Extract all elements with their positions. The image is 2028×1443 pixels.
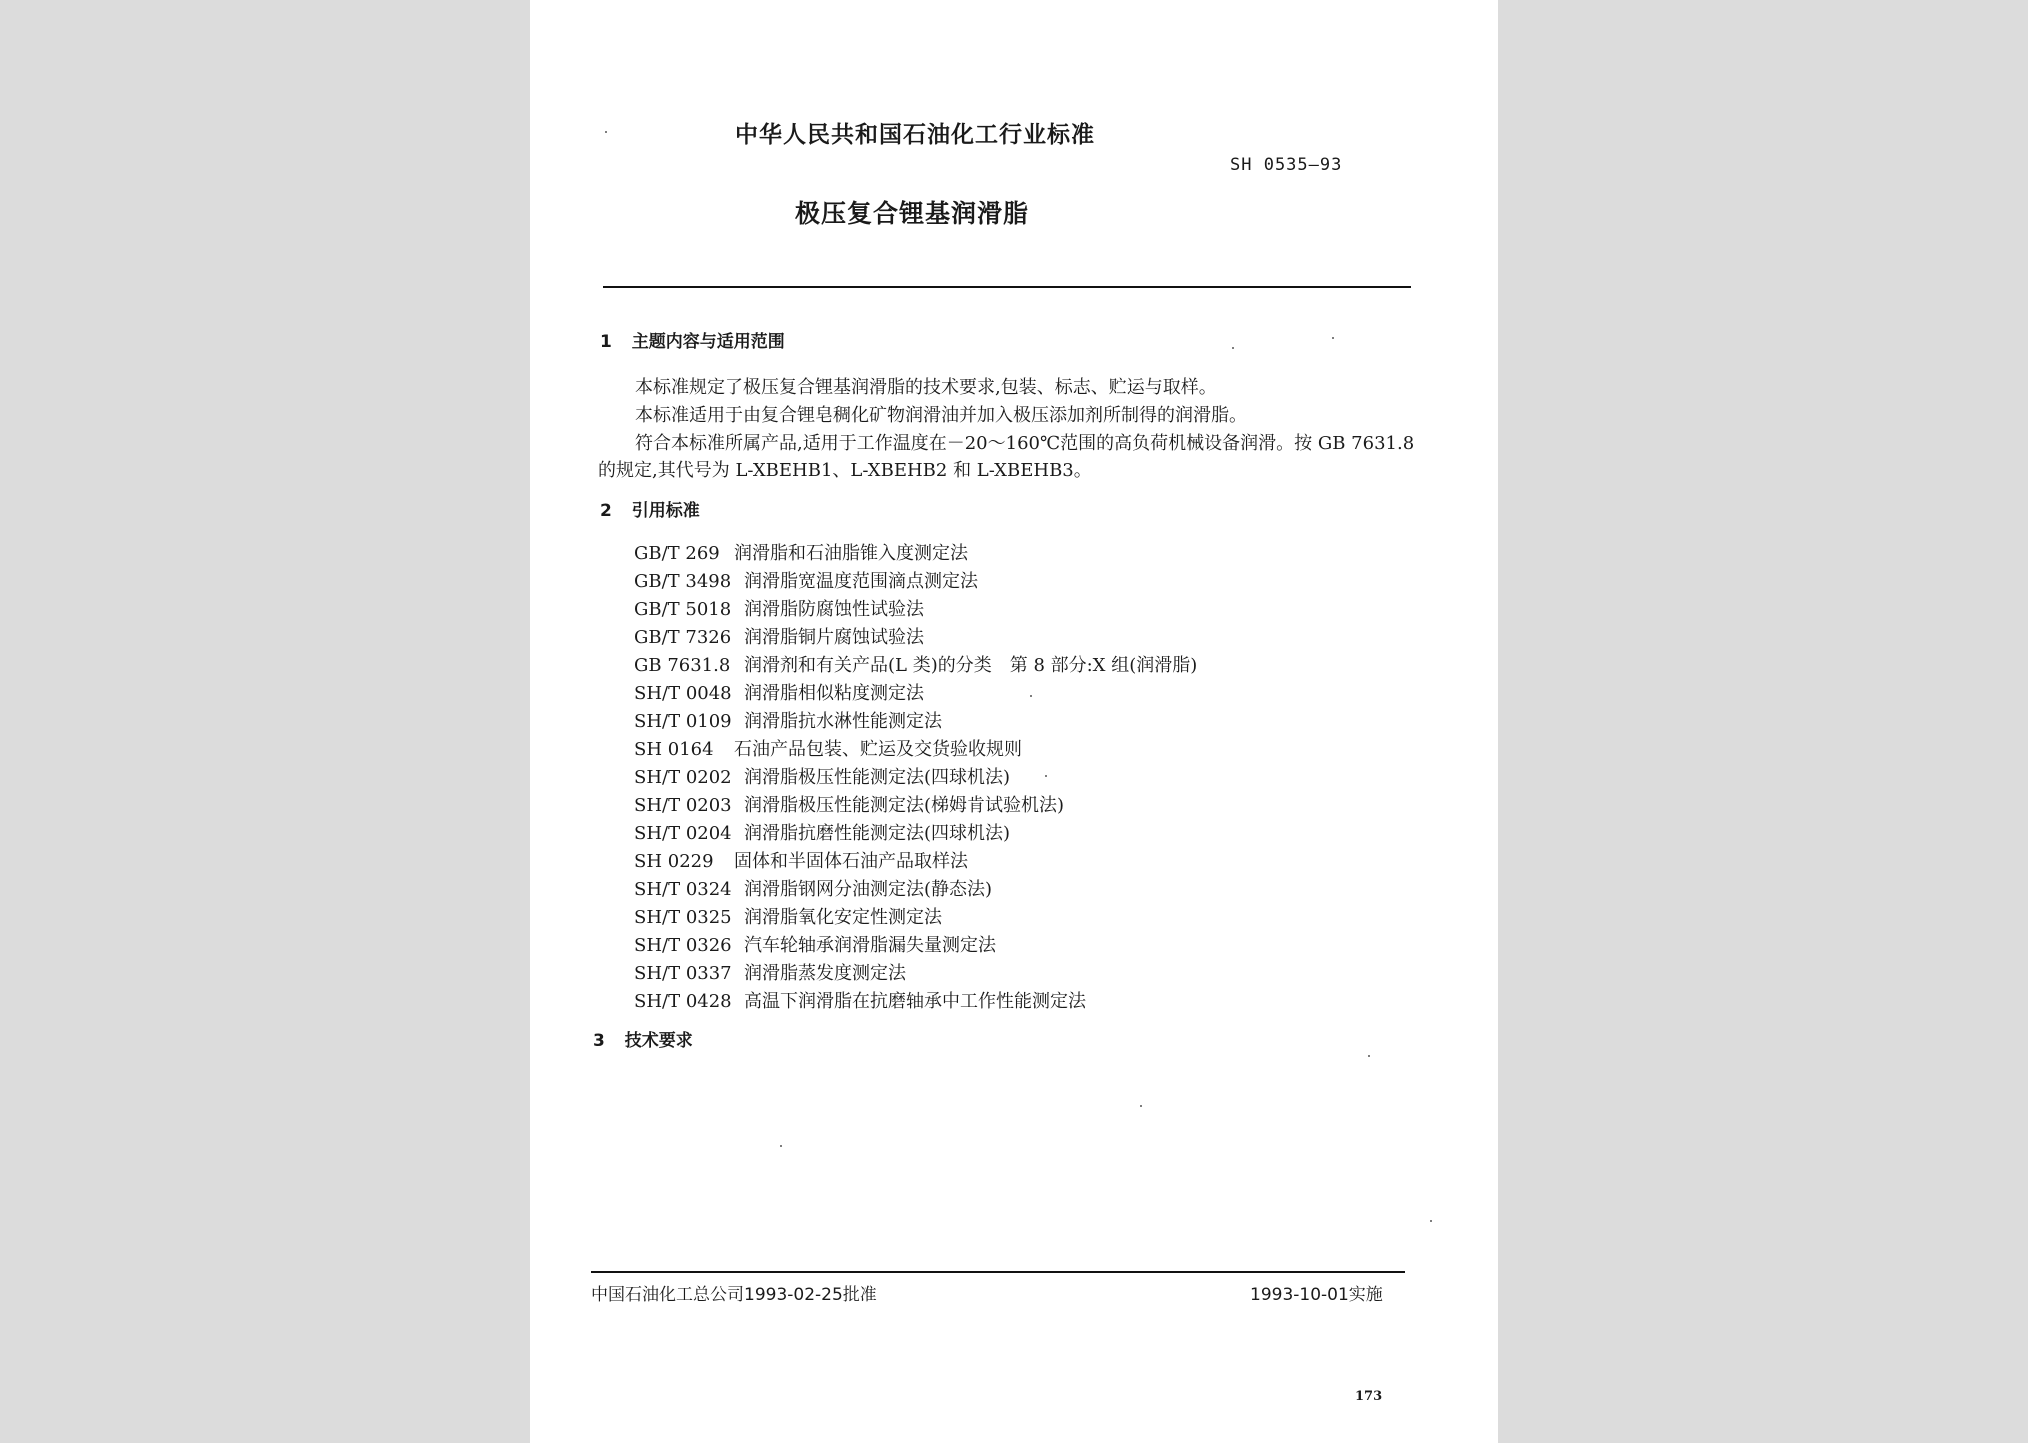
section-title: 主题内容与适用范围: [631, 332, 785, 352]
reference-item: [634, 819, 1010, 845]
reference-item: [634, 987, 1086, 1013]
reference-item: [634, 567, 978, 593]
section-3-heading: [593, 1026, 693, 1051]
footer-rule: [591, 1271, 1405, 1273]
standard-number: SH 0535—93: [1230, 155, 1343, 175]
reference-item: [634, 539, 968, 565]
reference-title: 润滑脂钢网分油测定法(静态法): [744, 879, 993, 900]
reference-title: 润滑脂防腐蚀性试验法: [744, 599, 924, 620]
reference-title: 润滑脂极压性能测定法(梯姆肯试验机法): [744, 795, 1065, 816]
reference-title: 润滑脂抗水淋性能测定法: [744, 711, 942, 732]
reference-code: SH/T 0325: [634, 907, 732, 928]
reference-title: 高温下润滑脂在抗磨轴承中工作性能测定法: [744, 991, 1086, 1012]
section-2-heading: [600, 496, 700, 521]
reference-code: SH 0229: [634, 851, 714, 872]
scan-speck: [1030, 695, 1032, 697]
reference-code: SH/T 0048: [634, 683, 732, 704]
effective-date: 1993-10-01实施: [1250, 1285, 1383, 1305]
reference-title: 润滑脂铜片腐蚀试验法: [744, 627, 924, 648]
reference-title: 润滑脂抗磨性能测定法(四球机法): [744, 823, 1011, 844]
paragraph: 本标准规定了极压复合锂基润滑脂的技术要求,包装、标志、贮运与取样。: [635, 377, 1217, 398]
section-title: 引用标准: [631, 501, 700, 521]
scan-speck: [1332, 337, 1334, 339]
document-title: 极压复合锂基润滑脂: [795, 199, 1030, 228]
reference-code: SH/T 0204: [634, 823, 732, 844]
reference-code: GB/T 269: [634, 543, 720, 564]
scan-speck: [1232, 347, 1234, 349]
scan-speck: [780, 1145, 782, 1147]
reference-code: SH/T 0428: [634, 991, 732, 1012]
reference-item: [634, 931, 996, 957]
paragraph: 本标准适用于由复合锂皂稠化矿物润滑油并加入极压添加剂所制得的润滑脂。: [635, 405, 1247, 426]
document-page: [530, 0, 1498, 1443]
approval-note: 中国石油化工总公司1993-02-25批准: [591, 1285, 877, 1305]
reference-code: SH 0164: [634, 739, 714, 760]
reference-code: SH/T 0109: [634, 711, 732, 732]
section-1-heading: [600, 327, 785, 352]
reference-code: SH/T 0324: [634, 879, 732, 900]
section-title: 技术要求: [624, 1031, 693, 1051]
reference-item: [634, 791, 1064, 817]
reference-title: 润滑脂宽温度范围滴点测定法: [744, 571, 978, 592]
reference-code: SH/T 0326: [634, 935, 732, 956]
section-number: 1: [600, 332, 612, 352]
reference-item: [634, 595, 924, 621]
paragraph: 符合本标准所属产品,适用于工作温度在－20～160℃范围的高负荷机械设备润滑。按 GB 7631.8: [635, 433, 1415, 454]
reference-title: 固体和半固体石油产品取样法: [734, 851, 968, 872]
reference-code: SH/T 0202: [634, 767, 732, 788]
reference-item: [634, 903, 942, 929]
reference-title: 润滑剂和有关产品(L 类)的分类 第 8 部分:X 组(润滑脂): [744, 655, 1198, 676]
reference-code: SH/T 0203: [634, 795, 732, 816]
reference-item: [634, 623, 924, 649]
reference-item: [634, 959, 906, 985]
section-number: 3: [593, 1031, 605, 1051]
reference-title: 石油产品包装、贮运及交货验收规则: [734, 739, 1022, 760]
scan-speck: [605, 131, 607, 133]
scan-speck: [1368, 1055, 1370, 1057]
reference-item: [634, 847, 968, 873]
reference-title: 润滑脂蒸发度测定法: [744, 963, 906, 984]
reference-code: GB/T 7326: [634, 627, 732, 648]
header-rule: [603, 286, 1411, 288]
org-title: 中华人民共和国石油化工行业标准: [735, 122, 1095, 148]
reference-title: 汽车轮轴承润滑脂漏失量测定法: [744, 935, 996, 956]
reference-title: 润滑脂和石油脂锥入度测定法: [734, 543, 968, 564]
scan-speck: [1045, 775, 1047, 777]
reference-code: SH/T 0337: [634, 963, 732, 984]
section-number: 2: [600, 501, 612, 521]
reference-title: 润滑脂氧化安定性测定法: [744, 907, 942, 928]
reference-item: [634, 735, 1022, 761]
reference-item: [634, 707, 942, 733]
paragraph-continuation: 的规定,其代号为 L-XBEHB1、L-XBEHB2 和 L-XBEHB3。: [598, 460, 1092, 481]
reference-item: [634, 875, 992, 901]
reference-title: 润滑脂相似粘度测定法: [744, 683, 924, 704]
scan-speck: [1430, 1220, 1432, 1222]
reference-item: [634, 763, 1010, 789]
reference-code: GB/T 5018: [634, 599, 732, 620]
scan-speck: [1140, 1105, 1142, 1107]
reference-item: [634, 651, 1197, 677]
reference-code: GB/T 3498: [634, 571, 732, 592]
page-number: 173: [1355, 1389, 1383, 1404]
reference-code: GB 7631.8: [634, 655, 731, 676]
reference-item: [634, 679, 924, 705]
reference-title: 润滑脂极压性能测定法(四球机法): [744, 767, 1011, 788]
